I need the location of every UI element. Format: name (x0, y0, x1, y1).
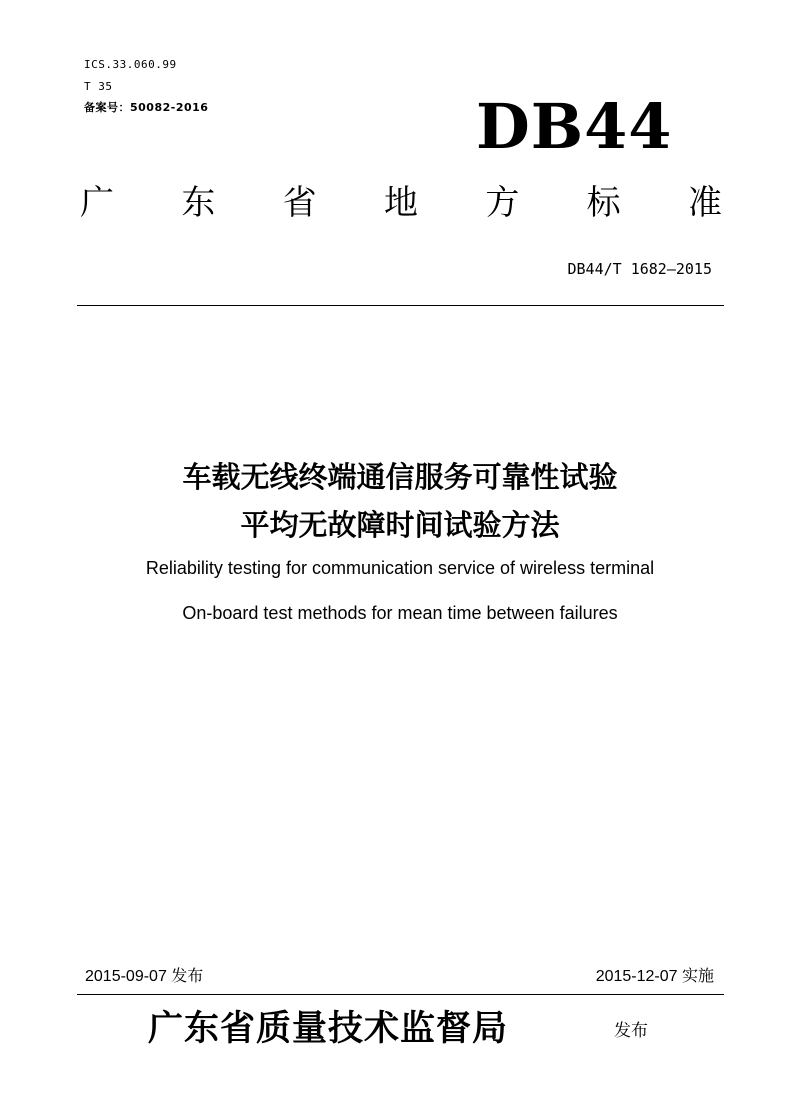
chinese-title-line-1: 车载无线终端通信服务可靠性试验 (182, 460, 618, 494)
standard-type-char: 广 (80, 183, 114, 223)
standard-number: DB44/T 1682—2015 (567, 260, 712, 278)
chinese-title-line-2: 平均无故障时间试验方法 (240, 508, 560, 542)
issue-action-label: 发布 (614, 1021, 648, 1041)
publish-date: 2015-09-07 发布 (85, 968, 204, 985)
ics-code: ICS.33.060.99 (84, 58, 177, 71)
standard-type-char: 准 (687, 183, 722, 223)
top-divider (77, 305, 724, 306)
english-title-line-2: On-board test methods for mean time between failures (182, 603, 618, 623)
filing-number: 备案号：50082-2016 (84, 101, 209, 114)
bottom-divider (77, 994, 724, 995)
classification-code: T 35 (84, 80, 113, 93)
standard-type-char: 方 (485, 183, 520, 223)
english-title-line-1: Reliability testing for communication service of wireless terminal (145, 558, 655, 578)
implementation-date: 2015-12-07 实施 (595, 968, 714, 985)
standard-type-char: 地 (383, 183, 418, 223)
issuing-authority: 广东省质量技术监督局 (148, 1008, 509, 1049)
standard-type-char: 标 (586, 183, 621, 223)
standard-type-heading (80, 181, 722, 225)
standard-type-char: 东 (181, 183, 216, 223)
standard-code-logo: DB44 (476, 90, 673, 163)
standard-type-char: 省 (282, 183, 317, 223)
